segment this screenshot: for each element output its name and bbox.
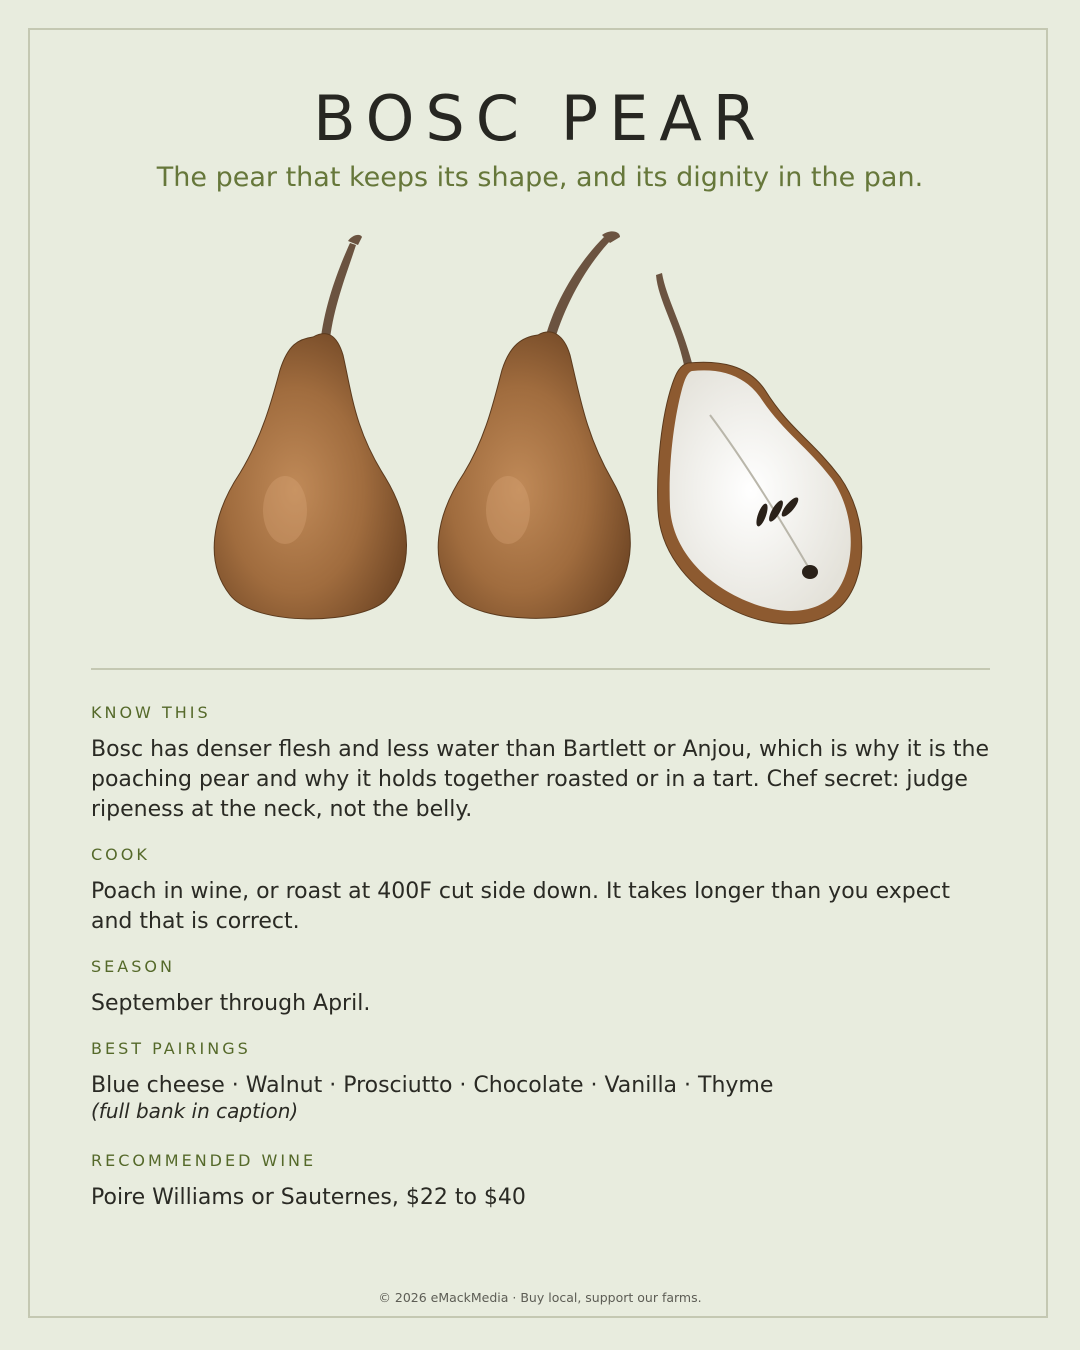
- cook-heading: COOK: [91, 845, 150, 864]
- best-pairings-heading: BEST PAIRINGS: [91, 1039, 251, 1058]
- page-subtitle: The pear that keeps its shape, and its dignity in the pan.: [156, 162, 924, 193]
- season-body: September through April.: [91, 991, 371, 1016]
- season-heading: SEASON: [91, 957, 175, 976]
- pairings-note: (full bank in caption): [91, 1099, 299, 1123]
- whole-pear-icon: [214, 235, 406, 619]
- cook-body: Poach in wine, or roast at 400F cut side down. It takes longer than you expect and that is correct.: [91, 879, 950, 934]
- know-this-body: Bosc has denser flesh and less water than Bartlett or Anjou, which is why it is the poaching pear and why it holds together roasted or in a tart. Chef secret: judge ripeness at the neck, not the belly.: [91, 737, 989, 822]
- section-divider: [91, 668, 990, 670]
- know-this-heading: KNOW THIS: [91, 703, 211, 722]
- recommended-wine-body: Poire Williams or Sauternes, $22 to $40: [91, 1185, 526, 1210]
- page-title: BOSC PEAR: [313, 82, 767, 155]
- halved-pear-icon: [656, 273, 862, 624]
- footer-copyright: © 2026 eMackMedia · Buy local, support our farms.: [378, 1290, 702, 1305]
- best-pairings-body: Blue cheese · Walnut · Prosciutto · Chocolate · Vanilla · Thyme: [91, 1073, 774, 1098]
- whole-pear-icon: [438, 231, 630, 618]
- pear-illustration: [200, 215, 880, 635]
- recommended-wine-heading: RECOMMENDED WINE: [91, 1151, 317, 1170]
